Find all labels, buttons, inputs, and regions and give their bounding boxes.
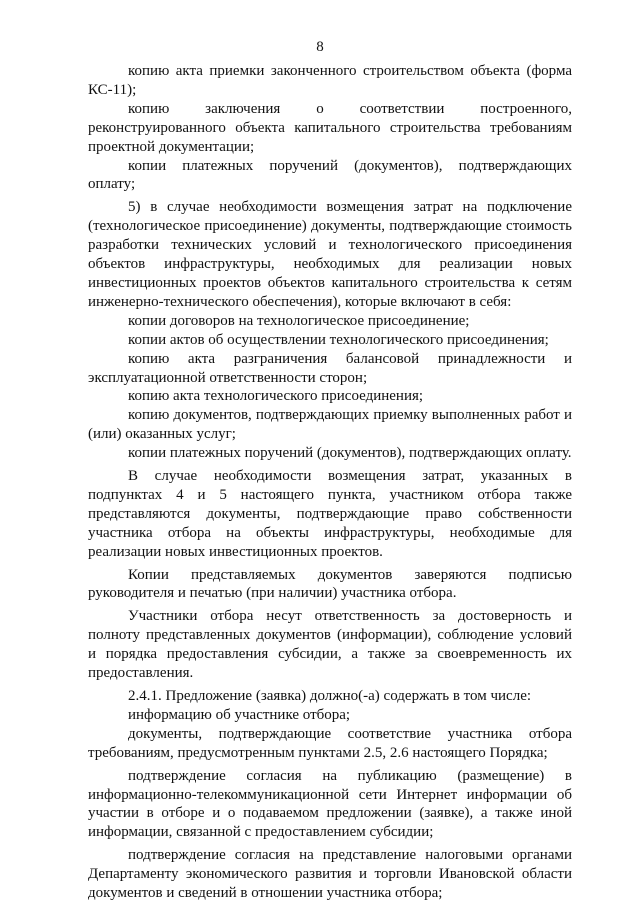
paragraph-15: информацию об участнике отбора; bbox=[128, 706, 351, 723]
paragraph-14: 2.4.1. Предложение (заявка) должно(-а) содержать в том числе: bbox=[128, 688, 532, 704]
paragraph-13: Участники отбора несут ответственность за достоверность и полноту представленных документов (информации), соблюдение условий и порядка предоставления субсидии, а также за своевременность их предоставления. bbox=[88, 608, 572, 682]
paragraph-7: копию акта разграничения балансовой принадлежности и эксплуатационной ответственности сторон; bbox=[88, 350, 572, 386]
paragraph-2: копию заключения о соответствии построенного, реконструированного объекта капитального строительства требованиям проектной документации; bbox=[88, 100, 572, 155]
paragraph-3: копии платежных поручений (документов), подтверждающих оплату; bbox=[88, 157, 572, 193]
document-body bbox=[88, 62, 572, 903]
page-number: 8 bbox=[316, 39, 324, 55]
paragraph-17: подтверждение согласия на публикацию (размещение) в информационно-телекоммуникационной сети Интернет информации об участии в отборе и о подаваемом предложении (заявке), а также иной информации, связанной с предоставлением субсидии; bbox=[88, 767, 572, 841]
paragraph-6: копии актов об осуществлении технологического присоединения; bbox=[128, 331, 549, 348]
paragraph-9: копию документов, подтверждающих приемку выполненных работ и (или) оказанных услуг; bbox=[88, 407, 572, 443]
paragraph-8: копию акта технологического присоединения; bbox=[128, 388, 424, 405]
paragraph-16: документы, подтверждающие соответствие участника отбора требованиям, предусмотренным пунктами 2.5, 2.6 настоящего Порядка; bbox=[88, 725, 572, 761]
paragraph-1: копию акта приемки законченного строительством объекта (форма КС-11); bbox=[88, 63, 572, 98]
paragraph-10: копии платежных поручений (документов), подтверждающих оплату. bbox=[128, 445, 572, 462]
paragraph-4: 5) в случае необходимости возмещения затрат на подключение (технологическое присоединение) документы, подтверждающие стоимость разработки технических условий и технологического присоединения объектов инфраструктуры, необходимых для реализации новых инвестиционных проектов объектов капитального строительства к сетям инженерно-технического обеспечения), которые включают в себя: bbox=[88, 199, 572, 310]
paragraph-11: В случае необходимости возмещения затрат, указанных в подпунктах 4 и 5 настоящего пункта, участником отбора также представляются документы, подтверждающие право собственности участника отбора на объекты инфраструктуры, необходимые для реализации новых инвестиционных проектов. bbox=[88, 468, 572, 560]
paragraph-18: подтверждение согласия на представление налоговыми органами Департаменту экономического развития и торговли Ивановской области документов и сведений в отношении участника отбора; bbox=[88, 847, 572, 902]
paragraph-12: Копии представляемых документов заверяются подписью руководителя и печатью (при наличии) участника отбора. bbox=[88, 566, 572, 602]
paragraph-5: копии договоров на технологическое присоединение; bbox=[128, 312, 470, 329]
